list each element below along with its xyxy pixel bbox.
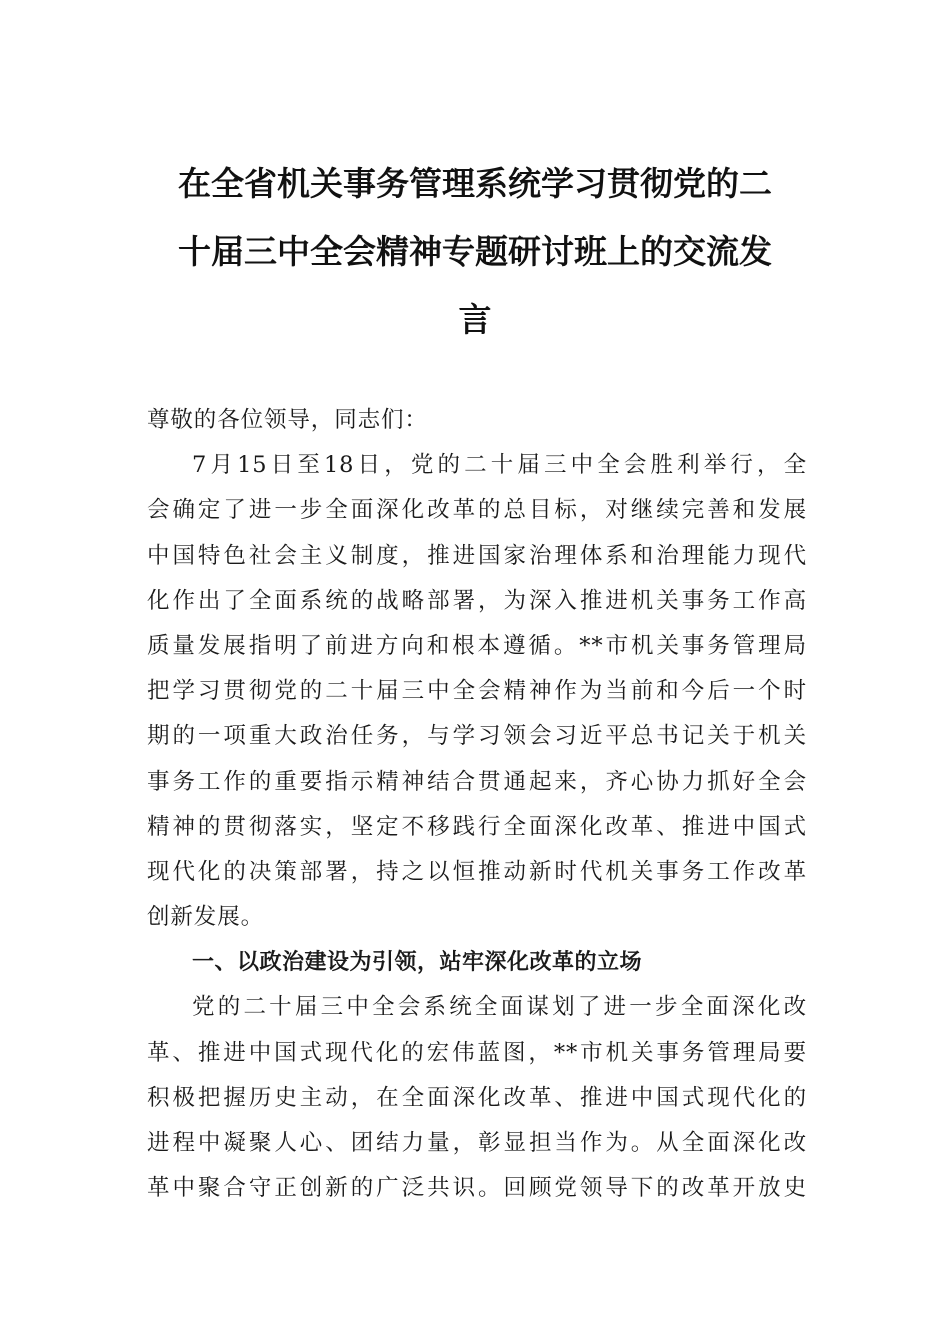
title-line: 言 [458, 300, 492, 339]
document-title [150, 150, 800, 354]
paragraph-line: 革、推进中国式现代化的宏伟蓝图，**市机关事务管理局要 [147, 1039, 807, 1066]
section1-paragraph [147, 985, 807, 1211]
paragraph-line: 现代化的决策部署，持之以恒推动新时代机关事务工作改革 [147, 858, 807, 885]
paragraph-line: 质量发展指明了前进方向和根本遵循。**市机关事务管理局 [147, 632, 807, 659]
paragraph-line: 把学习贯彻党的二十届三中全会精神作为当前和今后一个时 [147, 678, 807, 705]
paragraph-line: 事务工作的重要指示精神结合贯通起来，齐心协力抓好全会 [147, 768, 807, 795]
intro-paragraph [147, 443, 807, 940]
paragraph-line: 积极把握历史主动，在全面深化改革、推进中国式现代化的 [147, 1084, 807, 1111]
paragraph-line: 创新发展。 [147, 904, 265, 931]
paragraph-line: 会确定了进一步全面深化改革的总目标，对继续完善和发展 [147, 497, 807, 524]
paragraph-line: 7月15日至18日，党的二十届三中全会胜利举行，全 [192, 452, 807, 479]
paragraph-line: 党的二十届三中全会系统全面谋划了进一步全面深化改 [192, 994, 807, 1021]
section-heading: 一、以政治建设为引领，站牢深化改革的立场 [192, 950, 643, 976]
paragraph-line: 中国特色社会主义制度，推进国家治理体系和治理能力现代 [147, 542, 807, 569]
paragraph-line: 精神的贯彻落实，坚定不移践行全面深化改革、推进中国式 [147, 813, 807, 840]
paragraph-line: 革中聚合守正创新的广泛共识。回顾党领导下的改革开放史 [147, 1175, 807, 1202]
title-line: 十届三中全会精神专题研讨班上的交流发 [178, 232, 772, 271]
salutation: 尊敬的各位领导，同志们： [147, 407, 428, 433]
paragraph-line: 期的一项重大政治任务，与学习领会习近平总书记关于机关 [147, 723, 807, 750]
title-line: 在全省机关事务管理系统学习贯彻党的二 [178, 164, 772, 203]
document-body [147, 398, 807, 1211]
paragraph-line: 化作出了全面系统的战略部署，为深入推进机关事务工作高 [147, 587, 807, 614]
paragraph-line: 进程中凝聚人心、团结力量，彰显担当作为。从全面深化改 [147, 1130, 807, 1156]
